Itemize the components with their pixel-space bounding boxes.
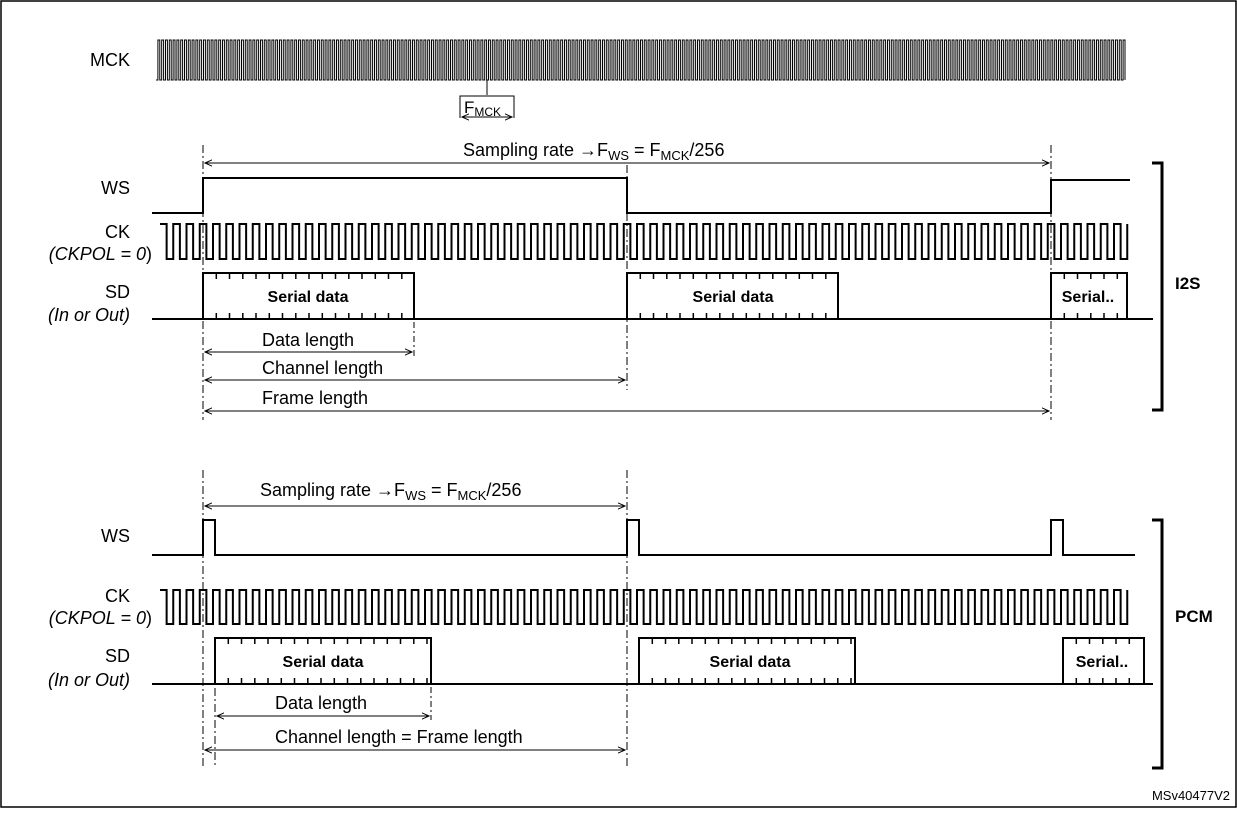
mck-label: MCK [90,50,130,70]
pcm-ck-label: CK [104,586,130,606]
pcm-serial-data-box [1063,638,1144,684]
pcm-group-bracket [1152,520,1162,768]
pcm-serial-data-text-1: Serial data [282,654,364,671]
i2s-ckpol-label: (CKPOL = 0) [48,244,152,264]
i2s-serial-data-text-3: Serial.. [1061,289,1115,306]
i2s-serial-data-box [627,273,838,319]
i2s-serial-data-box [1051,273,1127,319]
i2s-ck-label: CK [104,222,130,242]
i2s-channel-length-label: Channel length [262,358,384,378]
pcm-ws-signal [152,520,1135,555]
pcm-ws-label: WS [101,526,130,546]
pcm-serial-data-box [639,638,855,684]
pcm-serial-data-text-2: Serial data [709,654,791,671]
pcm-ckpol-label: (CKPOL = 0) [48,608,152,628]
pcm-sampling-rate-label: Sampling rate $\to F_{WS} = F_{MCK}/256$ [260,480,522,503]
pcm-inout-label: (In or Out) [47,670,130,690]
figure-reference-code: MSv40477V2 [1151,788,1230,803]
i2s-ws-label: WS [101,178,130,198]
i2s-serial-data-text-2: Serial data [692,289,774,306]
i2s-serial-data-text-1: Serial data [267,289,349,306]
i2s-sd-label: SD [104,282,130,302]
mck-signal [156,40,1125,80]
mck-period-label: FMCK [464,98,502,119]
pcm-ck-signal [160,590,1127,624]
i2s-ws-signal [152,178,1130,213]
i2s-frame-length-label: Frame length [262,388,369,408]
pcm-serial-data-text-3: Serial.. [1075,654,1129,671]
pcm-channel-length-label: Channel length = Frame length [275,727,523,747]
i2s-group-label: I2S [1175,274,1201,293]
i2s-group-bracket [1152,163,1162,410]
pcm-serial-data-box [215,638,431,684]
i2s-serial-data-box [203,273,414,319]
i2s-data-length-label: Data length [262,330,355,350]
i2s-sampling-rate-label: Sampling rate $\to F_{WS} = F_{MCK}/256$ [463,140,725,163]
mck-period-marker [460,80,514,119]
pcm-group-label: PCM [1175,607,1213,626]
i2s-inout-label: (In or Out) [47,305,130,325]
pcm-sd-label: SD [104,646,130,666]
i2s-ck-signal [160,224,1127,259]
pcm-data-length-label: Data length [275,693,368,713]
